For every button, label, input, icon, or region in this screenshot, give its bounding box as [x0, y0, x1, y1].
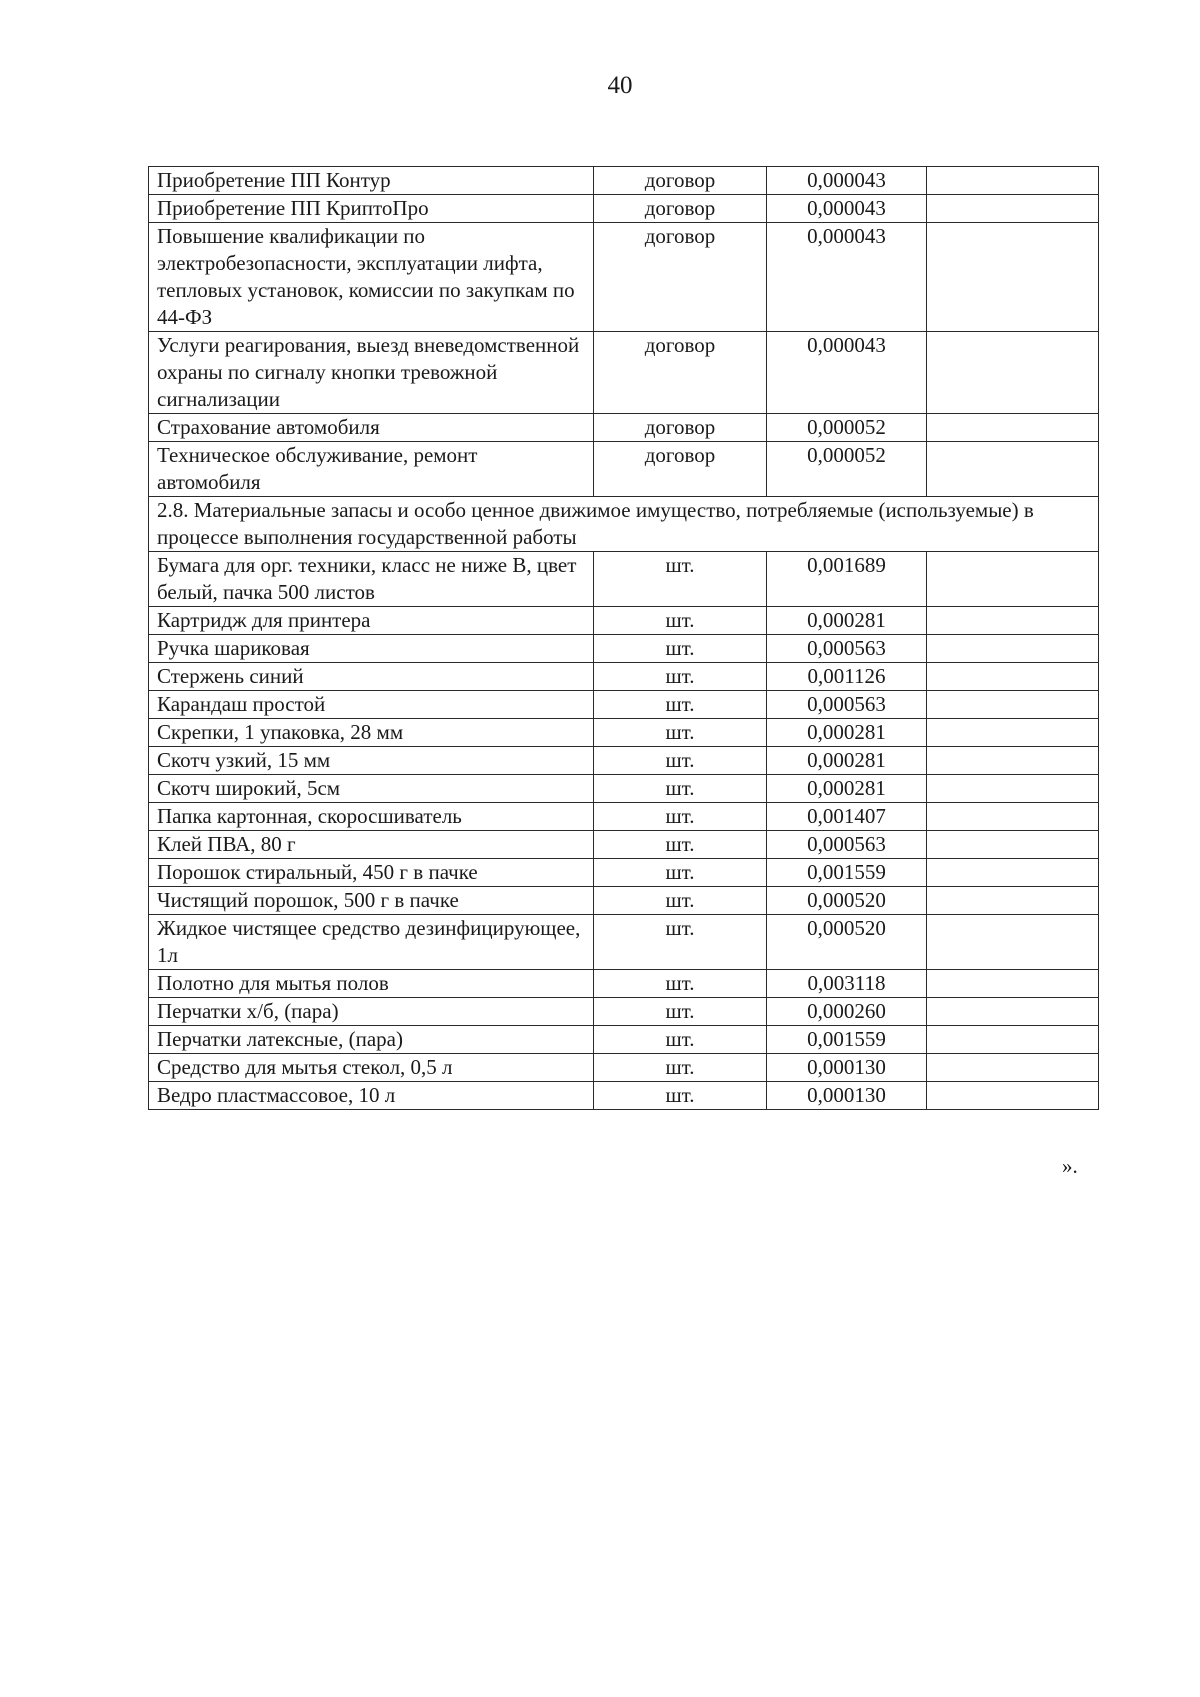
section-row — [149, 497, 1099, 552]
empty-cell — [927, 332, 1099, 414]
table-row — [149, 635, 1099, 663]
item-norm-value-cell: 0,000281 — [767, 747, 927, 775]
item-norm-value-cell: 0,001689 — [767, 552, 927, 607]
empty-cell — [927, 414, 1099, 442]
empty-cell — [927, 607, 1099, 635]
item-norm-value-cell: 0,000520 — [767, 915, 927, 970]
closing-quote-mark: ». — [1062, 1154, 1078, 1178]
table-row — [149, 719, 1099, 747]
item-unit-cell: шт. — [594, 635, 767, 663]
item-unit-cell: шт. — [594, 747, 767, 775]
table-row — [149, 332, 1099, 414]
table-row — [149, 915, 1099, 970]
item-unit-cell: договор — [594, 223, 767, 332]
empty-cell — [927, 1082, 1099, 1110]
item-name-cell: Чистящий порошок, 500 г в пачке — [149, 887, 594, 915]
item-name-cell: Приобретение ПП КриптоПро — [149, 195, 594, 223]
empty-cell — [927, 719, 1099, 747]
table-row — [149, 1054, 1099, 1082]
table-row — [149, 1026, 1099, 1054]
empty-cell — [927, 1026, 1099, 1054]
item-norm-value-cell: 0,003118 — [767, 970, 927, 998]
table-row — [149, 167, 1099, 195]
empty-cell — [927, 663, 1099, 691]
norms-table-body — [149, 167, 1099, 1110]
section-title-cell: 2.8. Материальные запасы и особо ценное движимое имущество, потребляемые (используемые) в процессе выполнения государственной работы — [149, 497, 1099, 552]
item-unit-cell: шт. — [594, 859, 767, 887]
empty-cell — [927, 552, 1099, 607]
item-norm-value-cell: 0,001559 — [767, 1026, 927, 1054]
item-name-cell: Страхование автомобиля — [149, 414, 594, 442]
empty-cell — [927, 195, 1099, 223]
item-name-cell: Приобретение ПП Контур — [149, 167, 594, 195]
table-row — [149, 414, 1099, 442]
empty-cell — [927, 223, 1099, 332]
table-row — [149, 1082, 1099, 1110]
item-unit-cell: шт. — [594, 552, 767, 607]
item-name-cell: Скотч широкий, 5см — [149, 775, 594, 803]
item-unit-cell: шт. — [594, 1026, 767, 1054]
table-row — [149, 887, 1099, 915]
empty-cell — [927, 970, 1099, 998]
empty-cell — [927, 442, 1099, 497]
item-name-cell: Картридж для принтера — [149, 607, 594, 635]
item-unit-cell: шт. — [594, 831, 767, 859]
empty-cell — [927, 803, 1099, 831]
item-norm-value-cell: 0,000563 — [767, 691, 927, 719]
norms-table — [148, 166, 1099, 1110]
table-row — [149, 831, 1099, 859]
item-unit-cell: договор — [594, 414, 767, 442]
item-norm-value-cell: 0,000563 — [767, 831, 927, 859]
table-row — [149, 442, 1099, 497]
item-norm-value-cell: 0,001407 — [767, 803, 927, 831]
empty-cell — [927, 1054, 1099, 1082]
item-unit-cell: шт. — [594, 887, 767, 915]
item-unit-cell: шт. — [594, 719, 767, 747]
item-norm-value-cell: 0,000043 — [767, 167, 927, 195]
item-name-cell: Повышение квалификации по электробезопасности, эксплуатации лифта, тепловых установок, комиссии по закупкам по 44-ФЗ — [149, 223, 594, 332]
item-unit-cell: договор — [594, 195, 767, 223]
empty-cell — [927, 691, 1099, 719]
item-unit-cell: шт. — [594, 607, 767, 635]
table-row — [149, 691, 1099, 719]
table-row — [149, 747, 1099, 775]
empty-cell — [927, 915, 1099, 970]
item-name-cell: Услуги реагирования, выезд вневедомственной охраны по сигналу кнопки тревожной сигнализации — [149, 332, 594, 414]
item-name-cell: Перчатки х/б, (пара) — [149, 998, 594, 1026]
page-number: 40 — [607, 72, 633, 99]
empty-cell — [927, 747, 1099, 775]
item-norm-value-cell: 0,000281 — [767, 719, 927, 747]
item-name-cell: Скрепки, 1 упаковка, 28 мм — [149, 719, 594, 747]
item-unit-cell: шт. — [594, 1054, 767, 1082]
item-norm-value-cell: 0,000052 — [767, 414, 927, 442]
item-norm-value-cell: 0,001559 — [767, 859, 927, 887]
table-row — [149, 195, 1099, 223]
empty-cell — [927, 167, 1099, 195]
table-row — [149, 970, 1099, 998]
table-row — [149, 663, 1099, 691]
table-row — [149, 607, 1099, 635]
item-norm-value-cell: 0,000043 — [767, 332, 927, 414]
table-row — [149, 223, 1099, 332]
item-unit-cell: договор — [594, 332, 767, 414]
empty-cell — [927, 831, 1099, 859]
empty-cell — [927, 775, 1099, 803]
item-name-cell: Техническое обслуживание, ремонт автомобиля — [149, 442, 594, 497]
table-row — [149, 859, 1099, 887]
item-unit-cell: шт. — [594, 803, 767, 831]
empty-cell — [927, 998, 1099, 1026]
item-unit-cell: шт. — [594, 775, 767, 803]
item-norm-value-cell: 0,000043 — [767, 195, 927, 223]
item-unit-cell: шт. — [594, 970, 767, 998]
item-norm-value-cell: 0,000260 — [767, 998, 927, 1026]
item-name-cell: Клей ПВА, 80 г — [149, 831, 594, 859]
item-name-cell: Ручка шариковая — [149, 635, 594, 663]
item-name-cell: Бумага для орг. техники, класс не ниже В, цвет белый, пачка 500 листов — [149, 552, 594, 607]
item-norm-value-cell: 0,000130 — [767, 1054, 927, 1082]
item-name-cell: Жидкое чистящее средство дезинфицирующее, 1л — [149, 915, 594, 970]
item-norm-value-cell: 0,000563 — [767, 635, 927, 663]
item-unit-cell: шт. — [594, 915, 767, 970]
empty-cell — [927, 635, 1099, 663]
empty-cell — [927, 859, 1099, 887]
item-norm-value-cell: 0,000130 — [767, 1082, 927, 1110]
item-unit-cell: договор — [594, 442, 767, 497]
table-row — [149, 552, 1099, 607]
item-norm-value-cell: 0,000052 — [767, 442, 927, 497]
item-norm-value-cell: 0,000281 — [767, 607, 927, 635]
item-norm-value-cell: 0,000520 — [767, 887, 927, 915]
item-name-cell: Средство для мытья стекол, 0,5 л — [149, 1054, 594, 1082]
item-norm-value-cell: 0,000281 — [767, 775, 927, 803]
item-name-cell: Карандаш простой — [149, 691, 594, 719]
table-row — [149, 803, 1099, 831]
item-name-cell: Порошок стиральный, 450 г в пачке — [149, 859, 594, 887]
item-name-cell: Полотно для мытья полов — [149, 970, 594, 998]
item-unit-cell: договор — [594, 167, 767, 195]
item-norm-value-cell: 0,000043 — [767, 223, 927, 332]
table-row — [149, 998, 1099, 1026]
item-name-cell: Перчатки латексные, (пара) — [149, 1026, 594, 1054]
item-unit-cell: шт. — [594, 1082, 767, 1110]
table-row — [149, 775, 1099, 803]
empty-cell — [927, 887, 1099, 915]
item-name-cell: Папка картонная, скоросшиватель — [149, 803, 594, 831]
item-name-cell: Скотч узкий, 15 мм — [149, 747, 594, 775]
item-norm-value-cell: 0,001126 — [767, 663, 927, 691]
item-unit-cell: шт. — [594, 691, 767, 719]
item-name-cell: Стержень синий — [149, 663, 594, 691]
item-name-cell: Ведро пластмассовое, 10 л — [149, 1082, 594, 1110]
item-unit-cell: шт. — [594, 998, 767, 1026]
item-unit-cell: шт. — [594, 663, 767, 691]
